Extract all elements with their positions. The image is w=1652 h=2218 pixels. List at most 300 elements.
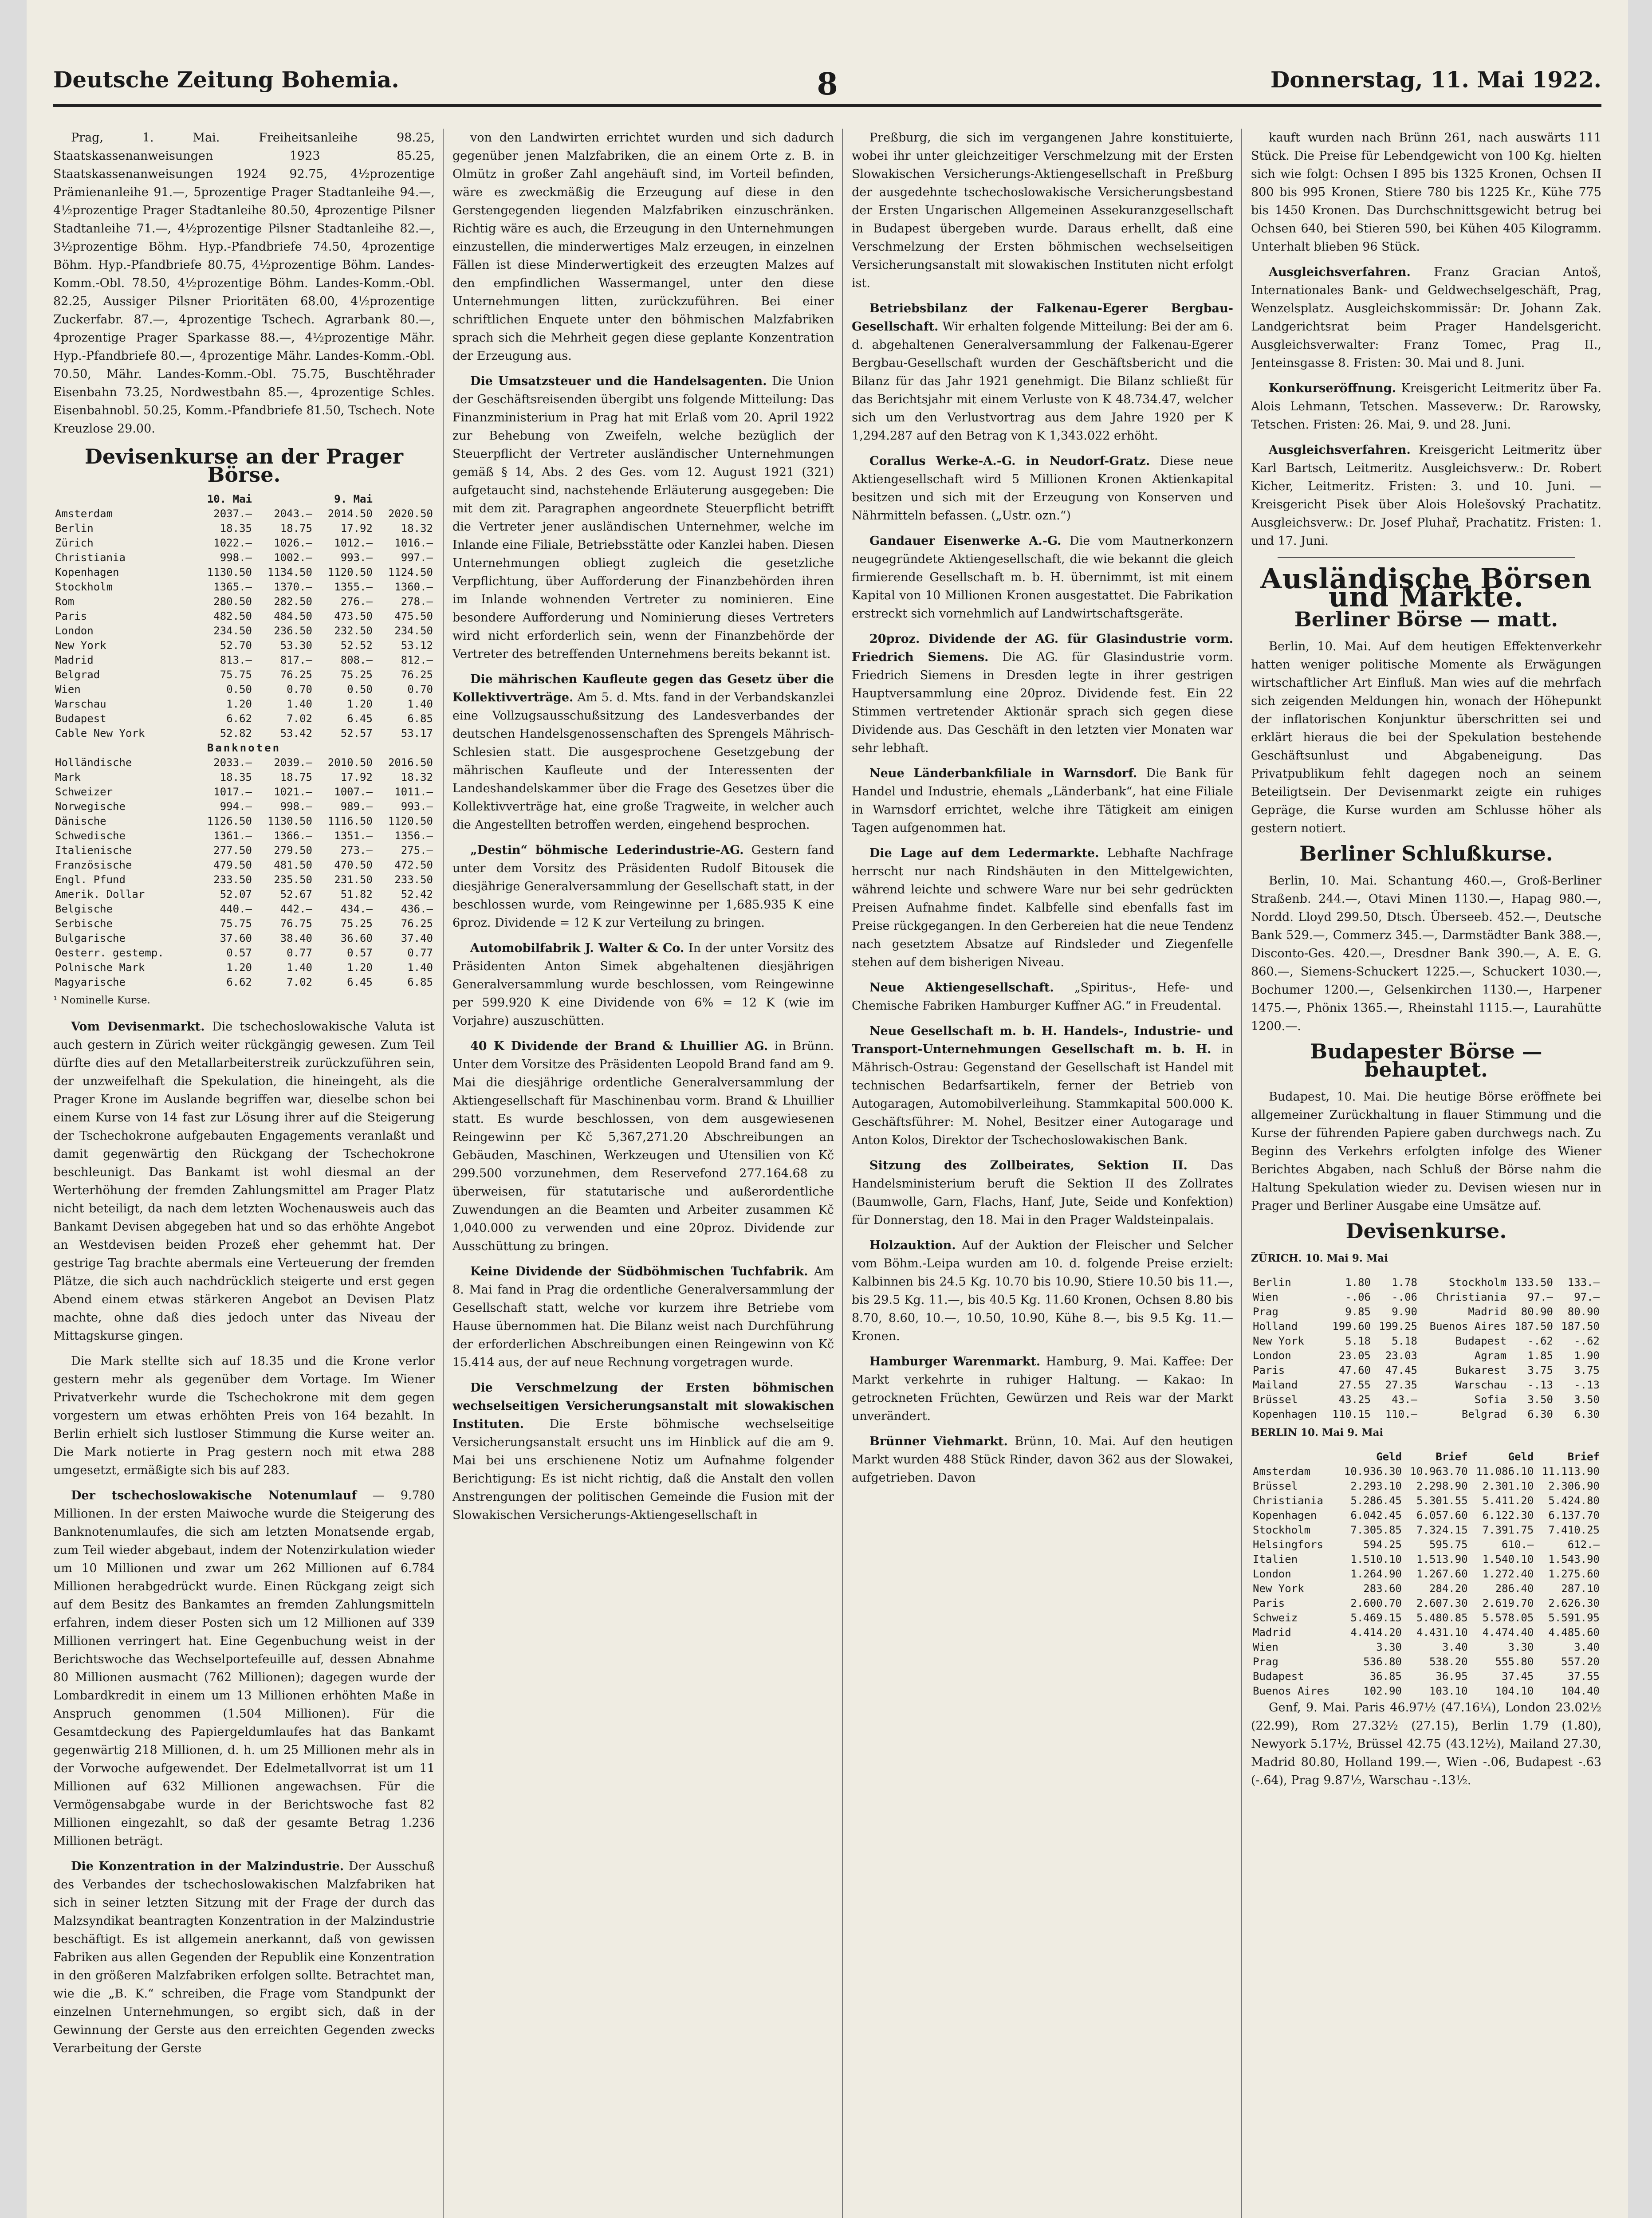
table-row [1251,1479,1601,1494]
row-label: Stockholm [1253,1524,1311,1536]
rate-cell: 6.45 [347,976,373,988]
fx-date-row [53,492,435,507]
rate-cell: 470.50 [334,859,373,871]
table-row [1251,1305,1601,1319]
rate-cell: 10.963.70 [1410,1465,1468,1478]
rate-cell: 1.20 [347,698,373,710]
rate-cell: 3.50 [1527,1393,1553,1406]
article-text: Wir erhalten folgende Mitteilung: Bei der am 6. d. abgehaltenen Generalversammlung der Falkenau-Egerer Bergbau-Gesellschaft wurden der Geschäftsbericht und die Bilanz für das Jahr 1921 genehmigt. Die Bilanz schließt für das Berichtsjahr mit einem Verluste von K 48.734.47, welcher sich um den Verlustvortrag aus dem Jahre 1920 per K 1,294.287 auf den Betrag von K 1,343.022 erhöht. [852,320,1233,443]
row-label: Paris [1253,1364,1285,1376]
rate-cell: 5.411.20 [1482,1494,1534,1507]
table-row [53,887,435,902]
article-siemens [852,630,1233,757]
column-2 [452,129,834,2218]
rate-cell: 10.936.30 [1344,1465,1402,1478]
row-label: Madrid [1253,1626,1291,1639]
row-label: Italienische [55,844,132,857]
article-text: kauft wurden nach Brünn 261, nach auswärts 111 Stück. Die Preise für Lebendgewicht von 100 Kg. hielten sich wie folgt: Ochsen I 895 bis 1325 Kronen, Ochsen II 800 bis 995 Kronen, Stiere 780 bis 1225 Kr., Kühe 775 bis 1450 Kronen. Das Durchschnittsgewicht betrug bei Ochsen 640, bei Stieren 590, bei Kühen 405 Kilogramm. Unterhalt blieben 96 Stück. [1251,131,1601,254]
rate-cell: 1134.50 [267,566,312,578]
rate-cell: 594.25 [1363,1538,1402,1551]
row-label: Schweiz [1253,1612,1298,1624]
rate-cell: 0.57 [347,947,373,959]
rate-cell: -.06 [1392,1291,1417,1303]
rate-cell: 555.80 [1495,1656,1534,1668]
rate-cell: 6.85 [407,976,433,988]
rate-cell: 2.619.70 [1482,1597,1534,1609]
column-4 [1251,129,1601,2218]
table-row [53,521,435,536]
rate-cell: 102.90 [1363,1685,1402,1697]
rate-cell: 280.50 [213,595,252,608]
article-text: Am 5. d. Mts. fand in der Verbandskanzlei eine Vollzugsausschußsitzung des Landesverbandes der deutschen Handelsgenossenschaften des Sprengels Mährisch-Schlesien statt. Die ausgesprochene Gesetzgebung der mährischen Kaufleute und der Interessenten der Landeshandelskammer über die Frage des Gesetzes über die Kollektivverträge hat, eine große Tragweite, in welcher auch die Angestellten betroffen werden, eingehend besprochen. [452,691,834,832]
table-row [1251,1319,1601,1334]
article-malzindustrie [53,1857,435,2057]
table-row [1251,1640,1601,1655]
rate-cell: 4.414.20 [1350,1626,1402,1639]
rate-cell: 5.18 [1345,1335,1371,1347]
row-label: Kopenhagen [1253,1509,1317,1522]
rate-cell: 2016.50 [388,756,433,769]
rate-cell: 110.15 [1332,1408,1371,1420]
zurich-label: ZÜRICH. 10. Mai 9. Mai [1251,1252,1388,1264]
row-label: Belgrad [55,669,100,681]
rate-cell: 481.50 [274,859,312,871]
rate-cell: 1.78 [1392,1276,1417,1289]
article-text: Berlin, 10. Mai. Schantung 460.—, Groß-Berliner Straßenb. 244.—, Otavi Minen 1130.—, Hapag 980.—, Nordd. Lloyd 299.50, Dtsch. Überseeb. 452.—, Deutsche Bank 529.—, Commerz 345.—, Darmstädter Bank 388.—, Disconto-Ges. 420.—, Dresdner Bank 390.—, A. E. G. 860.—, Siemens-Schuckert 1225.—, Schuckert 1030.—, Bochumer 1200.—, Gelsenkirchen 1130.—, Harpener 1475.—, Phönix 1365.—, Rheinstahl 1115.—, Laurahütte 1200.—. [1251,874,1601,1033]
rate-cell: 47.60 [1338,1364,1371,1376]
article-laenderbank [852,764,1233,837]
article-falkenau [852,299,1233,445]
table-row [53,814,435,829]
table-row [53,638,435,653]
rate-cell: 276.— [340,595,373,608]
rate-cell: 277.50 [213,844,252,857]
table-row [53,536,435,551]
rate-cell: 0.70 [287,683,312,696]
rate-cell: 18.32 [401,522,433,535]
row-label: Italien [1253,1553,1298,1565]
rate-cell: 236.50 [274,625,312,637]
rate-cell: Bukarest [1455,1364,1507,1376]
article-text: Auf der Auktion der Fleischer und Selcher vom Böhm.-Leipa wurden am 10. d. folgende Preise erzielt: Kalbinnen bis 24.5 Kg. 10.70 bis 10.90, Stiere 10.50 bis 11.—, bis 29.5 Kg. 11.—, bis 40.5 Kg. 11.60 Kronen, Ochsen 8.80 bis 8.70, 8.60, 10.—, 10.50, 10.90, Kühe 8.—, bis 9.5 Kg. 11.— Kronen. [852,1239,1233,1343]
rate-cell: 998.— [280,800,312,813]
rate-cell: 97.— [1527,1291,1553,1303]
table-row [53,726,435,741]
rate-cell: 1.267.60 [1416,1568,1468,1580]
rate-cell: 1017.— [213,786,252,798]
row-label: New York [1253,1582,1304,1595]
rate-cell: 1.40 [287,961,312,974]
fx-date-cell [254,492,314,507]
rate-cell: Christiania [1436,1291,1507,1303]
rate-cell: 43.25 [1338,1393,1371,1406]
rate-cell: 2.306.90 [1548,1480,1600,1492]
rate-cell: 1.272.40 [1482,1568,1534,1580]
rate-cell: 38.40 [280,932,312,944]
column-divider [842,129,843,2218]
rate-cell: 5.469.15 [1350,1612,1402,1624]
row-label: Amsterdam [55,507,113,520]
article-text: Kreisgericht Leitmeritz über Fa. Alois Lehmann, Tetschen. Masseverw.: Dr. Rarowsky, Tetschen. Fristen: 26. Mai, 9. und 28. Juni. [1251,381,1601,432]
rate-cell: 80.90 [1521,1306,1553,1318]
rate-cell: -.62 [1574,1335,1600,1347]
table-row [1251,1392,1601,1407]
article-lead: Keine Dividende der Südböhmischen Tuchfabrik. [470,1265,808,1278]
rate-cell: 989.— [340,800,373,813]
rate-cell: 187.50 [1561,1320,1600,1333]
rate-cell: 473.50 [334,610,373,622]
rate-cell: 0.50 [226,683,252,696]
article-text: in Brünn. Unter dem Vorsitze des Präsidenten Leopold Brand fand am 9. Mai die diesjährige ordentliche Generalversammlung der Aktiengesellschaft für Maschinenbau vorm. Brand & Lhuillier statt. Es wurde beschlossen, von dem ausgewiesenen Reingewinn per Kč 5,367,271.20 Abschreibungen an Gebäuden, Maschinen, Werkzeugen und Utensilien von Kč 299.500 vorzunehmen, dem Reservefond 277.164.68 zu überweisen, für statutarische und außerordentliche Zuwendungen an die Beamten und Arbeiter zusammen Kč 1,040.000 zu verwenden und eine 20proz. Dividende zur Ausschüttung zu bringen. [452,1039,834,1253]
article-auktion [852,1236,1233,1345]
rate-cell: 52.52 [340,639,373,652]
table-row [1251,1508,1601,1523]
article-text: Der Ausschuß des Verbandes der tschechoslowakischen Malzfabriken hat sich in seiner letzten Sitzung mit der Frage der durch das Malzsyndikat beantragten Konzentration in der Malzindustrie beschäftigt. Es ist allgemein anerkannt, daß von gewissen Fabriken aus allen Gegenden der Republik eine Konzentration in den größeren Malzfabriken erfolgen sollte. Betrachtet man, wie die „B. K.“ schreiben, die Frage vom Standpunkt der einzelnen Unternehmungen, so ergibt sich, daß in der Gewinnung der Gerste aus den erreichten Gegenden zwecks Verarbeitung der Gerste [53,1860,435,2055]
table-row [53,799,435,814]
rate-cell: 7.391.75 [1482,1524,1534,1536]
rate-cell: 235.50 [274,873,312,886]
rate-cell: Sofia [1474,1393,1507,1406]
article-ausgleich [1251,263,1601,372]
article-lead: Ausgleichsverfahren. [1269,265,1411,279]
rate-cell: 233.50 [213,873,252,886]
row-label: London [1253,1568,1291,1580]
rate-cell: 278.— [401,595,433,608]
row-label: London [55,625,94,637]
rate-cell: -.13 [1574,1379,1600,1391]
article-lead: Neue Gesellschaft m. b. H. Handels-, Industrie- und Transport-Unternehmungen Gesellschaft m. b. H. [852,1024,1233,1056]
rate-cell: 817.— [280,654,312,666]
fx-date-cell: 10. Mai [207,493,252,505]
page-number: 8 [817,67,838,102]
article-text: Die tschechoslowakische Valuta ist auch gestern in Zürich weiter rückgängig gewesen. Zum Teil dürfte dies auf den Metallarbeiterstreik zurückzuführen sein, der unzweifelhaft die Spekulation, die hineingeht, als die Prager Krone im Auslande begriffen war, dieselbe schon bei einem Kurse von 14 fast zur Lösung ihrer auf die Steigerung der Tschechokrone aufgebauten Engagements veranlaßt und damit gegenwärtig den Rückgang der Tschechokrone beschleunigt. Das Bankamt ist wohl diesmal an der Werterhöhung der fremden Zahlungsmittel am Prager Platz nicht beteiligt, da nach dem letzten Wochenausweis auch das Bankamt Devisen abgegeben hat und so das erhöhte Angebot an Westdevisen beiden Prozeß eher gehemmt hat. Der gestrige Tag brachte abermals eine Verteuerung der fremden Plätze, die sich auch nachdrücklich steigerte und erst gegen Abend einem etwas stärkeren Angebot an Devisen Platz machte, ohne daß dies jedoch unter das Niveau der Mittagskurse gingen. [53,1020,435,1343]
row-label: Warschau [55,698,106,710]
table-row [1251,1349,1601,1363]
article-gandauer [852,532,1233,623]
row-label: Mailand [1253,1379,1298,1391]
rate-cell: 993.— [401,800,433,813]
article-lead: 20proz. Dividende der AG. für Glasindustrie vorm. Friedrich Siemens. [852,632,1233,664]
table-row [53,931,435,946]
rate-cell: 233.50 [394,873,433,886]
rate-cell: 103.10 [1429,1685,1468,1697]
rate-cell: 6.85 [407,712,433,725]
rate-cell: 52.70 [220,639,252,652]
row-label: Kopenhagen [55,566,119,578]
schluss-heading: Berliner Schlußkurse. [1299,842,1553,865]
rate-cell: 27.35 [1385,1379,1417,1391]
row-label: Belgische [55,903,113,915]
rate-cell: 11.113.90 [1542,1465,1600,1478]
rate-cell: 52.42 [401,888,433,901]
table-row [53,697,435,712]
table-row [1251,1378,1601,1392]
rate-cell: 1011.— [394,786,433,798]
rate-cell: 3.50 [1574,1393,1600,1406]
article-lead: Vom Devisenmarkt. [71,1020,205,1034]
newspaper-page [27,0,1628,2218]
rate-cell: 75.75 [220,917,252,930]
rate-cell: 18.32 [401,771,433,783]
rate-cell: 1116.50 [327,815,373,827]
rate-cell: 2.301.10 [1482,1480,1534,1492]
rate-cell: 17.92 [340,771,373,783]
rate-cell: 18.35 [220,771,252,783]
rate-cell: 1.20 [226,698,252,710]
row-label: Prag [1253,1306,1278,1318]
article-text: Lebhafte Nachfrage herrscht nur nach Rindshäuten in den Mittelgewichten, während leichte und schwere Ware nur bei sehr gedrückten Preisen Aufnahme findet. Kalbfelle sind ebenfalls fast im Preise rückgegangen. In den Gerbereien hat die neue Tendenz nach gesetztem Absatze auf Rindsleder und Ziegenfelle stehen auf dem bisherigen Niveau. [852,846,1233,969]
row-label: Budapest [55,712,106,725]
rate-cell: 1.40 [287,698,312,710]
rate-cell: 1360.— [394,581,433,593]
rate-cell: 442.— [280,903,312,915]
rate-cell: 187.50 [1514,1320,1553,1333]
rate-cell: 2010.50 [327,756,373,769]
rate-cell: 199.60 [1332,1320,1371,1333]
budapest-heading: Budapester Börse — behauptet. [1310,1039,1542,1081]
rate-cell: 18.75 [280,522,312,535]
rate-cell: 4.431.10 [1416,1626,1468,1639]
rate-cell: 286.40 [1495,1582,1534,1595]
rate-cell: 1130.50 [267,815,312,827]
table-row [1251,1581,1601,1596]
rate-cell: 36.95 [1436,1670,1468,1683]
rate-cell: 1007.— [334,786,373,798]
article-text: Brünn, 10. Mai. Auf den heutigen Markt wurden 488 Stück Rinder, davon 362 aus der Slowakei, aufgetrieben. Davon [852,1435,1233,1485]
rate-cell: 440.— [220,903,252,915]
row-label: Brüssel [1253,1480,1298,1492]
rate-cell: 6.057.60 [1416,1509,1468,1522]
section-rule [1278,557,1575,558]
rate-cell: 1361.— [213,830,252,842]
rate-cell: 0.77 [407,947,433,959]
article-text: Gestern fand unter dem Vorsitz des Präsidenten Rudolf Bitousek die diesjährige Generalversammlung der Gesellschaft statt, in der beschlossen wurde, vom Reingewinne per 1,685.935 K eine 6proz. Dividende = 12 K zur Verteilung zu bringen. [452,843,834,930]
table-row [53,873,435,887]
row-label: Magyarische [55,976,126,988]
rate-cell: Stockholm [1448,1276,1507,1289]
banknotes-heading: Banknoten [207,742,281,754]
rate-cell: 232.50 [334,625,373,637]
article-gmbh [852,1022,1233,1149]
rate-cell: 1370.— [274,581,312,593]
rate-cell: -.06 [1345,1291,1371,1303]
table-row [1251,1655,1601,1669]
row-label: Prag [1253,1656,1278,1668]
table-row [53,843,435,858]
rate-cell: 997.— [401,551,433,564]
rate-cell: 18.75 [280,771,312,783]
rate-cell: 1026.— [274,537,312,549]
berlin-col: Brief [1567,1451,1600,1463]
rate-cell: 557.20 [1561,1656,1600,1668]
rate-cell: 1120.50 [388,815,433,827]
article-text: in Mährisch-Ostrau: Gegenstand der Gesellschaft ist Handel mit technischen Bedarfsartikeln, ferner der Betrieb von Autogaragen, Automobilverleihung. Stammkapital 500.000 K. Geschäftsführer: M. Nohel, Besitzer einer Autogarage und Anton Kolos, Direktor der Tschechoslowakischen Bank. [852,1042,1233,1147]
table-row [53,653,435,668]
row-label: Französische [55,859,132,871]
berlin-col: Brief [1436,1451,1468,1463]
table-row [53,960,435,975]
article-text: von den Landwirten errichtet wurden und sich dadurch gegenüber jenen Malzfabriken, die an einem Orte z. B. in Olmütz in großer Zahl angehäuft sind, im Vorteil befinden, wäre es zweckmäßig die Erzeugung auf diese in den Gerstengegenden liegenden Malzfabriken einzuschränken. Richtig wäre es auch, die Erzeugung in den Unternehmungen einzustellen, die minderwertiges Malz erzeugen, in einzelnen Fällen ist diese Minderwertigkeit des erzeugten Malzes auf den empfindlichen Wassermangel, unter den diese Unternehmungen litten, zurückzuführen. Bei einer schriftlichen Enquete unter den böhmischen Malzfabriken sprach sich die Mehrheit gegen diese geplante Konzentration der Erzeugung aus. [452,131,834,363]
rate-cell: -.62 [1527,1335,1553,1347]
rate-cell: 1351.— [334,830,373,842]
row-label: Paris [55,610,87,622]
berlin-col: Geld [1508,1451,1534,1463]
article-lead: Automobilfabrik J. Walter & Co. [470,941,684,955]
article-text: Kreisgericht Leitmeritz über Karl Bartsch, Leitmeritz. Ausgleichsverw.: Dr. Robert Kicher, Leitmeritz. Fristen: 3. und 10. Juni. — Kreisgericht Pisek über Alois Holešovský Prachatitz. Ausgleichsverw.: Dr. Josef Pluhař, Prachatitz. Fristen: 1. und 17. Juni. [1251,443,1601,548]
notes-body [53,755,435,990]
rate-cell: 1124.50 [388,566,433,578]
rate-cell: 133.50 [1514,1276,1553,1289]
column-divider [1241,129,1242,2218]
row-label: Amerik. Dollar [55,888,145,901]
rate-cell: 52.57 [340,727,373,739]
table-row [53,829,435,843]
table-row [1251,1596,1601,1611]
article-hamburg [852,1353,1233,1425]
row-label: Wien [1253,1291,1278,1303]
article-versicherung [452,1379,834,1524]
rate-cell: 5.301.55 [1416,1494,1468,1507]
row-label: Christiania [1253,1494,1323,1507]
article-umsatzsteuer [452,372,834,663]
rate-cell: 1.510.10 [1350,1553,1402,1565]
rate-cell: 5.286.45 [1350,1494,1402,1507]
rate-cell: 0.57 [226,947,252,959]
row-label: Stockholm [55,581,113,593]
rate-cell: 1012.— [334,537,373,549]
rate-cell: 6.62 [226,976,252,988]
row-label: Mark [55,771,81,783]
rate-cell: 76.25 [280,669,312,681]
rate-cell: 234.50 [394,625,433,637]
rate-cell: 282.50 [274,595,312,608]
rate-cell: 2020.50 [388,507,433,520]
rate-cell: 1130.50 [207,566,252,578]
rate-cell: 808.— [340,654,373,666]
article-text: Die Erste böhmische wechselseitige Versicherungsanstalt ersucht uns im Hinblick auf die am 9. Mai bei uns erschienene Notiz um Aufnahme folgender Berichtigung: Es ist nicht richtig, daß die Anstalt den vollen Anstrengungen der politischen Gemeinde die Fusion mit der Slowakischen Versicherungs-Aktiengesellschaft in [452,1417,834,1522]
rate-cell: 1.513.90 [1416,1553,1468,1565]
table-row [1251,1538,1601,1552]
rate-cell: Agram [1474,1349,1507,1362]
berlin-col-row [1251,1450,1601,1464]
rate-cell: 1356.— [394,830,433,842]
rate-cell: 53.17 [401,727,433,739]
rate-cell: 3.40 [1574,1641,1600,1653]
rate-cell: 275.— [401,844,433,857]
rate-cell: 1.20 [226,961,252,974]
rate-cell: 6.137.70 [1548,1509,1600,1522]
table-row [53,755,435,770]
rate-cell: 1021.— [274,786,312,798]
article-text: Franz Gracian Antoš, Internationales Bank- und Geldwechselgeschäft, Prag, Wenzelsplatz. Ausgleichskommissär: Dr. Johann Zak. Landgerichtsrat beim Prager Handelsgericht. Ausgleichsverwalter: Franz Tomec, Prag II., Jenteinsgasse 8. Fristen: 30. Mai und 8. Juni. [1251,265,1601,370]
rate-cell: 51.82 [340,888,373,901]
rate-cell: 1120.50 [327,566,373,578]
row-label: Rom [55,595,75,608]
article-text: Preßburg, die sich im vergangenen Jahre konstituierte, wobei ihr unter gleichzeitiger Verschmelzung mit der Ersten Slowakischen Versicherungs-Aktiengesellschaft in Preßburg der ausgedehnte tschechoslowakische Versicherungsbestand der Ersten Ungarischen Allgemeinen Assekuranzgesellschaft in Budapest übergeben wurde. Daraus erhellt, daß eine Verschmelzung der Ersten böhmischen wechselseitigen Versicherungsanstalt mit slowakischen Instituten nicht erfolgt ist. [852,131,1233,290]
rate-cell: 53.42 [280,727,312,739]
rate-cell: 75.25 [340,669,373,681]
row-label: Bulgarische [55,932,126,944]
article-brand [452,1037,834,1255]
rate-cell: 18.35 [220,522,252,535]
rate-cell: 97.— [1574,1291,1600,1303]
rate-cell: 9.85 [1345,1306,1371,1318]
rate-cell: 1022.— [213,537,252,549]
rate-cell: 37.45 [1502,1670,1534,1683]
article-text: Die Bank für Handel und Industrie, ehemals „Länderbank“, hat eine Filiale in Warnsdorf errichtet, welche ihre Tätigkeit am einigen Tagen aufgenommen hat. [852,767,1233,835]
rate-cell: 3.75 [1527,1364,1553,1376]
rate-cell: 273.— [340,844,373,857]
rate-cell: 1.80 [1345,1276,1371,1289]
table-row [53,946,435,960]
rate-cell: 7.02 [287,712,312,725]
rate-cell: 287.10 [1561,1582,1600,1595]
row-label: Berlin [55,522,94,535]
article-text: In der unter Vorsitz des Präsidenten Anton Simek abgehaltenen diesjährigen Generalversammlung wurde beschlossen, vom Reingewinne per 599.920 K eine Dividende von 6% = 12 K (wie im Vorjahre) auszuschütten. [452,941,834,1028]
row-label: New York [1253,1335,1304,1347]
rate-cell: 7.305.85 [1350,1524,1402,1536]
rate-cell: 75.75 [220,669,252,681]
rate-cell: 5.424.80 [1548,1494,1600,1507]
article-konkurs [1251,379,1601,434]
berlin-table [1251,1450,1601,1699]
table-row [53,609,435,624]
table-row [53,507,435,521]
table-row [53,682,435,697]
rate-cell: 37.60 [220,932,252,944]
table-row [1251,1494,1601,1508]
rate-cell: 43.— [1392,1393,1417,1406]
rate-cell: 7.02 [287,976,312,988]
rate-cell: 2.293.10 [1350,1480,1402,1492]
rate-cell: 536.80 [1363,1656,1402,1668]
article-walter [452,939,834,1030]
row-label: Zürich [55,537,94,549]
berlin-heading: Berliner Börse — matt. [1294,607,1558,631]
rate-cell: 76.25 [401,669,433,681]
table-row [53,785,435,799]
article-lead: Corallus Werke-A.-G. in Neudorf-Gratz. [869,454,1150,468]
article-aktiengesellschaft [852,979,1233,1015]
rate-cell: 479.50 [213,859,252,871]
rate-cell: 436.— [401,903,433,915]
rate-cell: 36.85 [1369,1670,1402,1683]
article-text: Das Handelsministerium beruft die Sektion II des Zollrates (Baumwolle, Garn, Flachs, Hanf, Jute, Seide und Konfektion) für Donnerstag, den 18. Mai in den Prager Waldsteinpalais. [852,1159,1233,1227]
article-text: Am 8. Mai fand in Prag die ordentliche Generalversammlung der Gesellschaft statt, welche vor kurzem ihre Betriebe vom Hause übernommen hat. Die Bilanz weist nach Durchführung der erforderlichen Abschreibungen einen Reingewinn von Kč 15.414 aus, der auf neue Rechnung vorgetragen wurde. [452,1265,834,1369]
article-lead: Konkurseröffnung. [1269,381,1396,395]
rate-cell: 610.— [1502,1538,1534,1551]
row-label: Schwedische [55,830,126,842]
column-3 [852,129,1233,2218]
article-lead: Die Lage auf dem Ledermarkte. [869,846,1099,860]
rate-cell: Warschau [1455,1379,1507,1391]
rate-cell: 1.90 [1574,1349,1600,1362]
row-label: Serbische [55,917,113,930]
article-ledermarkt [852,844,1233,971]
row-label: Amsterdam [1253,1465,1311,1478]
table-row [1251,1684,1601,1699]
row-label: Holland [1253,1320,1298,1333]
row-label: Paris [1253,1597,1285,1609]
table-row [53,594,435,609]
row-label: Wien [1253,1641,1278,1653]
rate-cell: 0.77 [287,947,312,959]
rate-cell: 17.92 [340,522,373,535]
rate-cell: 2.626.30 [1548,1597,1600,1609]
table-row [53,624,435,638]
rate-cell: 1365.— [213,581,252,593]
rate-cell: 80.90 [1567,1306,1600,1318]
